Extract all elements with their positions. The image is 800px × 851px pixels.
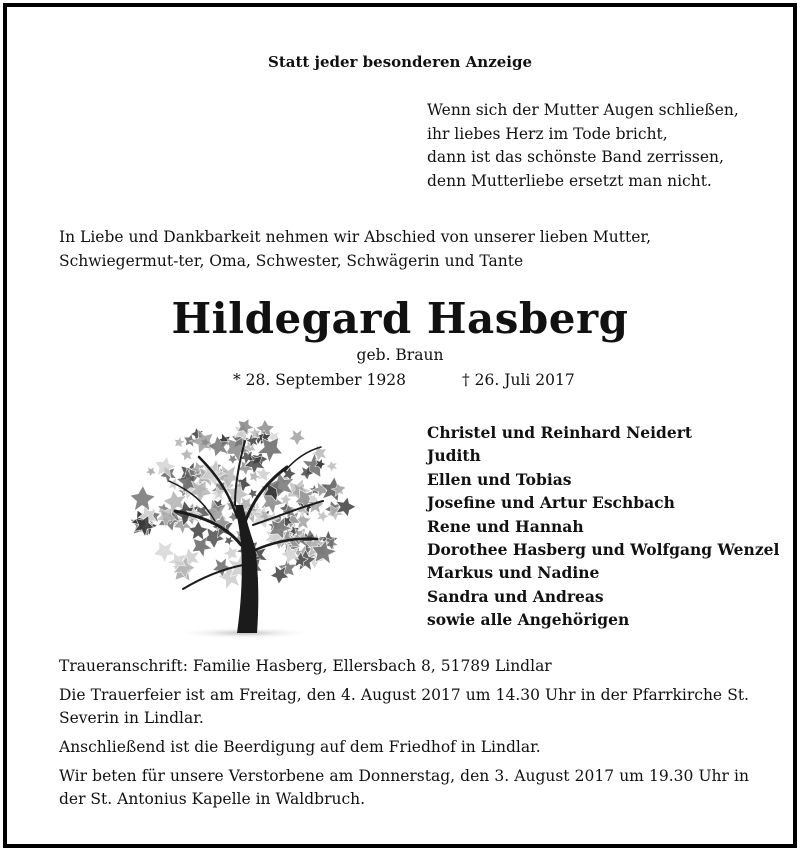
deceased-name: Hildegard Hasberg: [171, 294, 629, 343]
mourner-item: Markus und Nadine: [427, 563, 600, 583]
poem-line: dann ist das schönste Band zerrissen,: [427, 148, 724, 166]
ceremony-text: Die Trauerfeier ist am Freitag, den 4. August 2017 um 14.30 Uhr in der Pfarrkirche St. Severin in Lindlar.: [59, 686, 749, 727]
mourner-item: sowie alle Angehörigen: [427, 610, 630, 630]
poem: [427, 99, 739, 193]
birth-date: * 28. September 1928: [233, 371, 406, 389]
notice-header: Statt jeder besonderen Anzeige: [267, 53, 533, 71]
funeral-info: [59, 655, 749, 817]
burial-text: Anschließend ist die Beerdigung auf dem Friedhof in Lindlar.: [59, 738, 541, 756]
prayer-text: Wir beten für unsere Verstorbene am Donnerstag, den 3. August 2017 um 19.30 Uhr in der St. Antonius Kapelle in Waldbruch.: [59, 767, 749, 808]
poem-line: Wenn sich der Mutter Augen schließen,: [427, 101, 739, 119]
intro-text: In Liebe und Dankbarkeit nehmen wir Abschied von unserer lieben Mutter, Schwiegermut-ter, Oma, Schwester, Schwägerin und Tante: [59, 228, 651, 270]
mourner-item: Judith: [427, 446, 481, 466]
mourning-address: Traueranschrift: Familie Hasberg, Ellersbach 8, 51789 Lindlar: [59, 657, 552, 675]
poem-line: denn Mutterliebe ersetzt man nicht.: [427, 171, 712, 190]
mourner-item: Josefine und Artur Eschbach: [427, 493, 675, 513]
mourner-item: Sandra und Andreas: [427, 586, 604, 606]
mourner-item: Dorothee Hasberg und Wolfgang Wenzel: [427, 540, 780, 560]
mourner-item: Rene und Hannah: [427, 516, 584, 536]
leaf-shape: [145, 465, 158, 478]
mourner-item: Christel und Reinhard Neidert: [427, 423, 693, 442]
mourner-item: Ellen und Tobias: [427, 469, 572, 489]
leaf-shape: [289, 429, 305, 445]
leaf-shape: [326, 460, 338, 472]
poem-line: ihr liebes Herz im Tode bricht,: [427, 124, 668, 143]
leaf-shape: [129, 485, 155, 511]
death-date: † 26. Juli 2017: [462, 371, 575, 389]
birth-name: geb. Braun: [356, 346, 444, 364]
tree-illustration: [117, 405, 367, 641]
mourners-list: [427, 421, 779, 632]
obituary-notice: [3, 3, 797, 848]
leaf-shape: [179, 447, 195, 463]
